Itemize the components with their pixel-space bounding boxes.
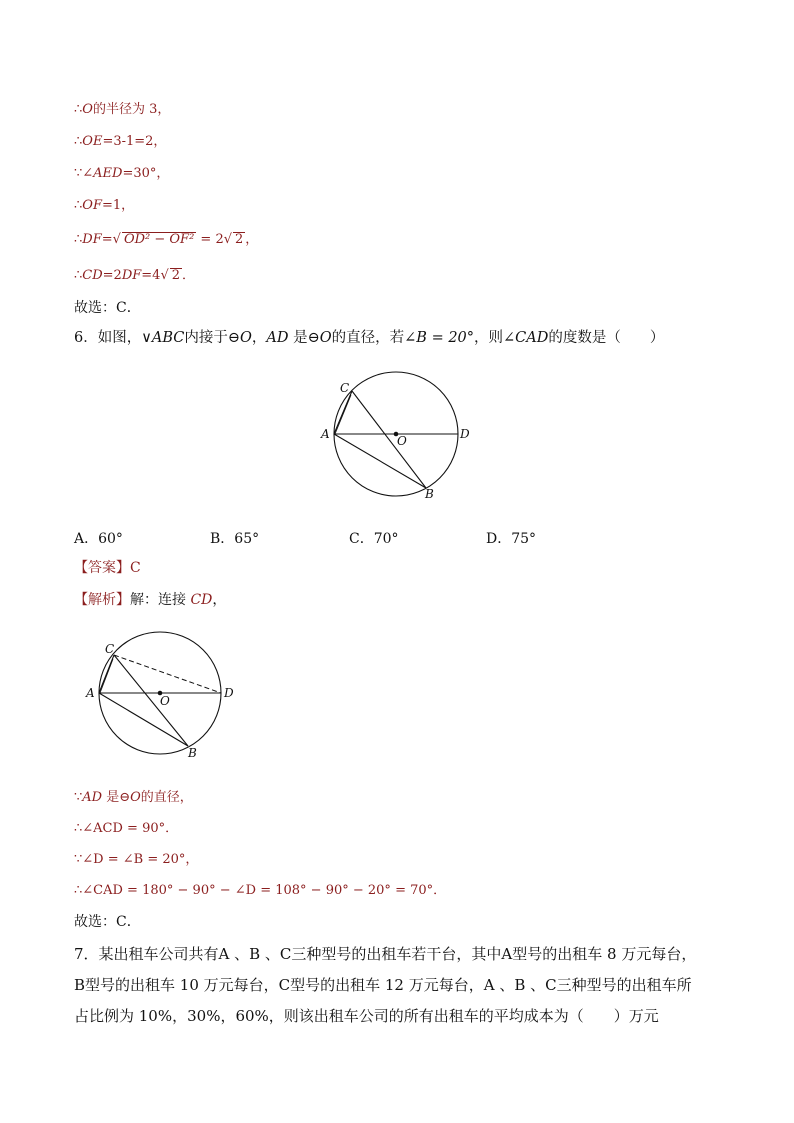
math-var: CD xyxy=(190,592,213,608)
option-c[interactable]: C．70° xyxy=(349,531,399,547)
solution-text: =4 xyxy=(141,268,161,283)
solution-text: 的半径为 3， xyxy=(92,102,171,117)
segment-ac xyxy=(99,655,114,693)
analysis-step-2: ∴∠ACD = 90°． xyxy=(74,821,179,836)
sqrt-icon: √ xyxy=(223,232,233,247)
answer-value: C xyxy=(130,560,141,576)
label-d: D xyxy=(224,686,234,700)
question-7-line-1: 7．某出租车公司共有A 、B 、C三种型号的出租车若干台，其中A型号的出租车 8 万元每台， xyxy=(74,945,697,963)
segment-cb xyxy=(114,655,188,746)
label-c: C xyxy=(105,642,115,656)
solution-line-angle-aed xyxy=(74,165,169,183)
segment-ab xyxy=(334,434,426,488)
therefore-symbol: ∴ xyxy=(74,268,83,283)
solution-line-of xyxy=(74,197,134,215)
label-a: A xyxy=(321,427,330,441)
label-o: O xyxy=(160,694,170,708)
segment-ab xyxy=(99,693,188,746)
analysis-step-4: ∴∠CAD = 180° − 90° − ∠D = 108° − 90° − 20° = 70°． xyxy=(74,883,447,898)
option-b[interactable]: B．65° xyxy=(210,531,260,547)
solution-text: =3-1=2， xyxy=(102,134,167,149)
label-b: B xyxy=(188,746,197,760)
sqrt-radicand: 2 xyxy=(171,268,181,283)
sqrt-icon: √ xyxy=(160,268,169,283)
analysis-step-3: ∵∠D = ∠B = 20°， xyxy=(74,852,199,867)
label-c: C xyxy=(340,381,350,395)
sqrt-radicand: OD² − OF² xyxy=(123,232,195,247)
solution-text: =1， xyxy=(101,198,135,213)
answer-tag: 【答案】 xyxy=(74,560,130,576)
math-var: CD xyxy=(82,268,103,283)
label-b: B xyxy=(425,487,434,501)
analysis-intro: 解：连接 xyxy=(130,592,191,608)
solution-text: =2 xyxy=(102,268,122,283)
question-6-figure xyxy=(310,368,480,503)
answer-line-q6: 故选：C． xyxy=(74,914,141,930)
option-d[interactable]: D．75° xyxy=(486,531,537,547)
equals-sign: = xyxy=(101,232,113,247)
analysis-q6 xyxy=(74,591,226,609)
segment-cb xyxy=(352,391,426,488)
punctuation: ， xyxy=(212,592,227,608)
solution-line-radius xyxy=(74,101,170,119)
sqrt-icon: √ xyxy=(112,232,121,247)
solution-text: =30°， xyxy=(122,166,170,181)
punctuation: ． xyxy=(182,268,196,283)
analysis-tag: 【解析】 xyxy=(74,592,130,608)
therefore-symbol: ∴ xyxy=(74,102,83,117)
therefore-symbol: ∴ xyxy=(74,232,83,247)
question-7-line-2: B型号的出租车 10 万元每台，C型号的出租车 12 万元每台，A 、B 、C三种型号的出租车所 xyxy=(74,976,692,994)
math-var: DF xyxy=(82,232,102,247)
sqrt-radicand: 2 xyxy=(235,232,244,247)
label-o: O xyxy=(397,434,407,448)
question-6-stem: 6．如图，∨ABC内接于⊖O，AD 是⊖O的直径，若∠B = 20°，则∠CAD的度数是（ ） xyxy=(74,330,665,346)
math-var: AED xyxy=(93,166,123,181)
punctuation: ， xyxy=(245,232,259,247)
math-var: OF xyxy=(82,198,102,213)
math-var: DF xyxy=(121,268,142,283)
therefore-symbol: ∴ xyxy=(74,134,83,149)
result-coefficient: = 2 xyxy=(200,232,224,247)
therefore-symbol: ∴ xyxy=(74,198,83,213)
analysis-figure xyxy=(78,628,248,763)
segment-ac xyxy=(334,391,352,434)
option-a[interactable]: A．60° xyxy=(74,531,123,547)
question-7-line-3: 占比例为 10%，30%，60%，则该出租车公司的所有出租车的平均成本为（ ）万元 xyxy=(74,1007,659,1025)
solution-line-df xyxy=(74,231,258,249)
label-a: A xyxy=(86,686,95,700)
label-d: D xyxy=(460,427,470,441)
solution-line-cd xyxy=(74,267,195,285)
analysis-step-1: ∵AD 是⊖O的直径， xyxy=(74,790,193,805)
solution-line-oe xyxy=(74,133,166,151)
because-symbol: ∵∠ xyxy=(74,166,94,181)
answer-q6 xyxy=(74,559,141,577)
answer-line-q5: 故选：C． xyxy=(74,300,141,316)
math-var: O xyxy=(82,102,93,117)
math-var: OE xyxy=(82,134,103,149)
